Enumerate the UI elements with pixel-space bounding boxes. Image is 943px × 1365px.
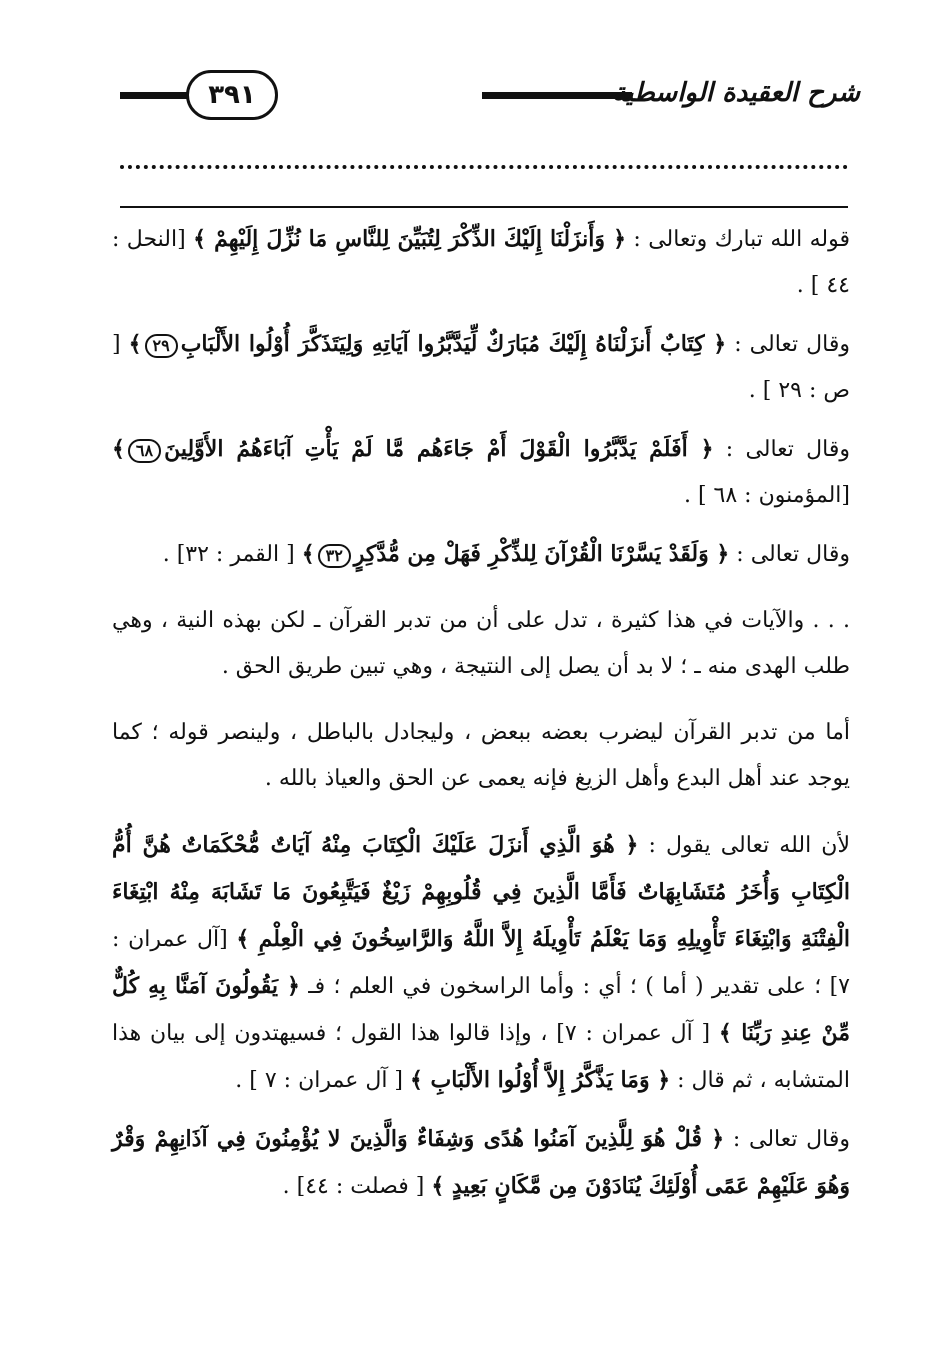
page-number: ٣٩١ xyxy=(186,70,278,120)
quran-verse: ﴿ وَأَنزَلْنَا إِلَيْكَ الذِّكْرَ لِتُبَيِّنَ لِلنَّاسِ مَا نُزِّلَ إِلَيْهِمْ ﴾ xyxy=(193,226,626,252)
page-header xyxy=(120,70,860,126)
verse-reference: [النحل : ٤٤ ] . xyxy=(112,227,850,298)
header-rule-right xyxy=(482,92,632,99)
quran-verse: ﴿ وَمَا يَذَّكَّرُ إِلاَّ أُوْلُوا الأَلْبَابِ ﴾ xyxy=(410,1067,671,1093)
paragraph-intro: قوله الله تبارك وتعالى : xyxy=(626,227,850,252)
book-title: شرح العقيدة الواسطية xyxy=(612,78,860,108)
paragraph-5: . . . والآيات في هذا كثيرة ، تدل على أن من تدبر القرآن ـ لكن بهذه النية ، وهي طلب الهدى منه ـ ؛ لا بد أن يصل إلى النتيجة ، وهي تبين طريق الحق . xyxy=(112,608,850,679)
verse-reference: [ ص : ٢٩ ] . xyxy=(112,332,850,403)
verse-close-bracket: ﴾ xyxy=(301,541,315,567)
paragraph-7 xyxy=(112,822,850,1104)
quran-verse: ﴿ وَلَقَدْ يَسَّرْنَا الْقُرْآنَ لِلذِّكْرِ فَهَلْ مِن مُّدَّكِرٍ xyxy=(353,541,730,567)
verse-reference: [المؤمنون : ٦٨ ] . xyxy=(683,483,850,508)
quran-verse: ﴿ كِتَابٌ أَنزَلْنَاهُ إِلَيْكَ مُبَارَكٌ لِّيَدَّبَّرُوا آيَاتِهِ وَلِيَتَذَكَّرَ أُوْلُوا الأَلْبَابِ xyxy=(180,331,727,357)
paragraph-4 xyxy=(112,531,850,578)
ayah-number-mark: ٦٨ xyxy=(128,439,161,463)
paragraph-3 xyxy=(112,426,850,519)
header-rule-left xyxy=(120,92,188,99)
paragraph-intro: وقال تعالى : xyxy=(726,332,850,357)
paragraph-6: أما من تدبر القرآن ليضرب بعضه ببعض ، وليجادل بالباطل ، ولينصر قوله ؛ كما يوجد عند أهل البدع وأهل الزيغ فإنه يعمى عن الحق والعياذ بالله . xyxy=(112,720,850,791)
ayah-number-mark: ٣٢ xyxy=(318,544,351,568)
verse-reference: [ فصلت : ٤٤] . xyxy=(282,1174,432,1199)
paragraph-2 xyxy=(112,321,850,414)
quran-verse: ﴿ هُوَ الَّذِي أَنزَلَ عَلَيْكَ الْكِتَابَ مِنْهُ آيَاتٌ مُّحْكَمَاتٌ هُنَّ أُمُّ الْكِتَابِ وَأُخَرُ مُتَشَابِهَاتٌ فَأَمَّا الَّذِينَ فِي قُلُوبِهِمْ زَيْغٌ فَيَتَّبِعُونَ مَا تَشَابَهَ مِنْهُ ابْتِغَاءَ الْفِتْنَةِ وَابْتِغَاءَ تَأْوِيلِهِ وَمَا يَعْلَمُ تَأْوِيلَهُ إِلاَّ اللَّهُ وَالرَّاسِخُونَ فِي الْعِلْمِ ﴾ xyxy=(112,832,851,952)
commentary-text: [ آل عمران : ٧] ، وإذا قالوا هذا القول ؛ فسيهتدون إلى بيان هذا المتشابه ، ثم قال : xyxy=(112,1021,850,1093)
verse-reference: [ آل عمران : ٧ ] . xyxy=(235,1068,410,1093)
ayah-number-mark: ٢٩ xyxy=(145,334,178,358)
commentary-text: [آل عمران : ٧] ؛ على تقدير ( أما ) ؛ أي : وأما الراسخون في العلم ؛ فـ xyxy=(112,927,850,999)
paragraph-8 xyxy=(112,1116,850,1210)
text-top-rule xyxy=(120,206,848,208)
verse-close-bracket: ﴾ xyxy=(112,436,125,462)
paragraph-intro: وقال تعالى : xyxy=(724,1127,850,1152)
quran-verse: ﴿ أَفَلَمْ يَدَّبَّرُوا الْقَوْلَ أَمْ جَاءَهُم مَّا لَمْ يَأْتِ آبَاءَهُمُ الأَوَّلِينَ xyxy=(164,436,714,462)
paragraph-intro: وقال تعالى : xyxy=(729,542,850,567)
verse-close-bracket: ﴾ xyxy=(128,331,142,357)
verse-reference: [ القمر : ٣٢] . xyxy=(162,542,302,567)
page-body xyxy=(112,216,850,1222)
paragraph-1 xyxy=(112,216,850,309)
quran-verse: ﴿ قُلْ هُوَ لِلَّذِينَ آمَنُوا هُدًى وَشِفَاءٌ وَالَّذِينَ لا يُؤْمِنُونَ فِي آذَانِهِمْ وَقْرٌ وَهُوَ عَلَيْهِمْ عَمًى أُوْلَئِكَ يُنَادَوْنَ مِن مَّكَانٍ بَعِيدٍ ﴾ xyxy=(112,1126,850,1199)
dotted-divider xyxy=(120,165,848,169)
quran-verse: ﴿ يَقُولُونَ آمَنَّا بِهِ كُلٌّ مِّنْ عِندِ رَبِّنَا ﴾ xyxy=(112,973,851,1046)
paragraph-intro: وقال تعالى : xyxy=(713,437,850,462)
paragraph-intro: لأن الله تعالى يقول : xyxy=(638,833,851,858)
